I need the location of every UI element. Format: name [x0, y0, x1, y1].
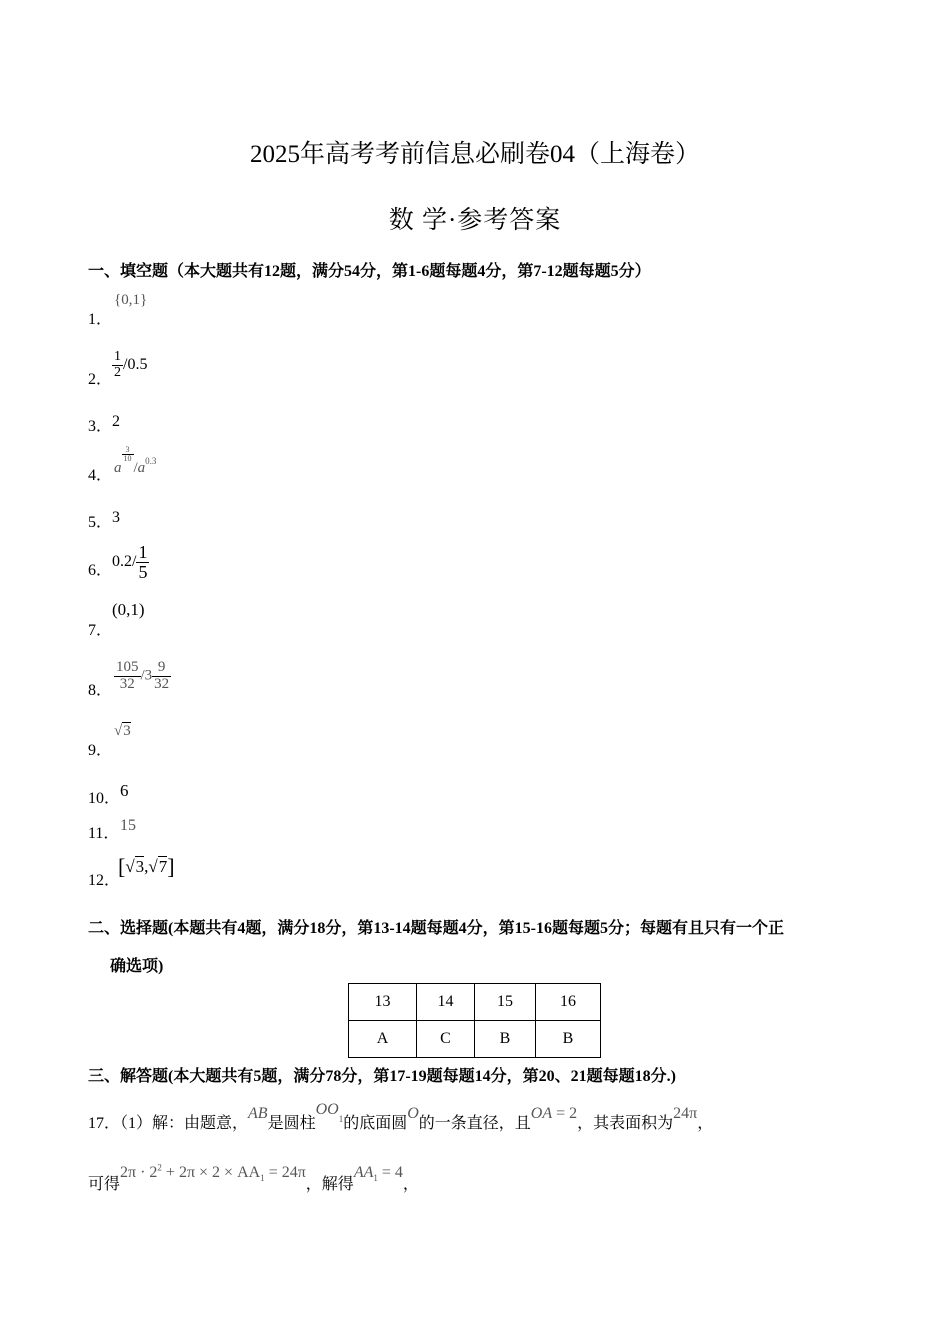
- sqrt-icon: √: [125, 857, 135, 876]
- q17-part: （1）解：由题意，: [120, 1115, 249, 1132]
- item-10-answer: 6: [120, 781, 129, 800]
- q17-eq-a-sup: 2: [157, 1162, 162, 1173]
- table-header-cell: 14: [417, 984, 475, 1021]
- q17-line1: [88, 1101, 714, 1134]
- table-header-cell: 16: [536, 984, 601, 1021]
- item-12-r2: 7: [158, 857, 168, 876]
- item-7-answer: (0,1): [112, 600, 145, 619]
- table-header-cell: 15: [475, 984, 536, 1021]
- item-12-comma: ,: [144, 857, 149, 876]
- item-4-base2: a: [137, 460, 146, 476]
- item-6-pre: 0.2/: [112, 553, 137, 571]
- item-2-answer: [112, 350, 147, 380]
- item-3-answer: 2: [112, 413, 120, 430]
- q17-eq-a: 2π · 2: [120, 1164, 158, 1181]
- section-2-heading-line2: 确选项): [110, 958, 164, 975]
- item-10-number: 10．: [88, 790, 121, 807]
- q17-t5: ，: [697, 1115, 714, 1132]
- q17-number: 17．: [88, 1115, 121, 1132]
- item-8-frac1-den: 32: [119, 675, 135, 692]
- q17-t4: ，其表面积为: [577, 1115, 674, 1132]
- item-1-answer: {0,1}: [114, 292, 148, 308]
- q17-aa1-eq: [353, 1164, 403, 1184]
- item-8-answer: [114, 660, 171, 693]
- item-6-answer: [112, 543, 149, 582]
- item-8-frac1-num: 105: [116, 659, 139, 675]
- table-answer-cell: B: [536, 1021, 601, 1058]
- q17-eq-b-sub: 1: [260, 1173, 265, 1184]
- item-4-number: 4．: [88, 467, 113, 484]
- answer-table: [348, 983, 601, 1058]
- item-4-answer: [114, 445, 157, 476]
- table-header-cell: 13: [349, 984, 417, 1021]
- item-5-answer: 3: [112, 509, 120, 526]
- answer-table-header-row: [349, 984, 601, 1021]
- item-4-exp2: 0.3: [145, 456, 157, 466]
- item-11-answer: 15: [120, 817, 136, 834]
- item-11-number: 11．: [88, 825, 120, 842]
- page-title: 2025年高考考前信息必刷卷04（上海卷）: [249, 141, 700, 168]
- page-subtitle: 数 学·参考答案: [388, 207, 562, 234]
- q17-o: O: [407, 1105, 419, 1122]
- item-3-number: 3．: [88, 418, 113, 435]
- item-6-frac-den: 5: [138, 561, 148, 582]
- q17-eq-b: + 2π × 2 × AA: [161, 1164, 261, 1181]
- q17-eq: [120, 1162, 306, 1184]
- q17-aa1-sub: 1: [373, 1173, 378, 1184]
- item-6-frac-num: 1: [138, 542, 148, 562]
- answer-table-answer-row: [349, 1021, 601, 1058]
- q17-area: 24π: [673, 1105, 698, 1122]
- q17-oo1-sub: 1: [338, 1114, 344, 1125]
- item-9-answer: [114, 723, 131, 740]
- section-1-heading: 一、填空题（本大题共有12题，满分54分，第1-6题每题4分，第7-12题每题5分）: [88, 263, 651, 280]
- q17-aa1-val: = 4: [377, 1164, 403, 1181]
- table-answer-cell: B: [475, 1021, 536, 1058]
- q17-line2-mid: ，解得: [305, 1176, 354, 1193]
- item-12-number: 12．: [88, 872, 121, 889]
- item-9-number: 9．: [88, 742, 113, 759]
- item-2-frac-den: 2: [114, 364, 121, 380]
- q17-line2-end: ，: [402, 1176, 419, 1193]
- item-8-mid: /3: [140, 667, 153, 684]
- q17-line2-pre: 可得: [88, 1176, 121, 1193]
- q17-eq-c: = 24π: [264, 1164, 306, 1181]
- item-5-number: 5．: [88, 514, 113, 531]
- item-2-frac-num: 1: [114, 349, 121, 364]
- table-answer-cell: C: [417, 1021, 475, 1058]
- q17-oo1: OO: [315, 1101, 339, 1118]
- item-4-exp-num: 3: [122, 446, 134, 455]
- section-2-heading-line1: 二、选择题(本题共有4题，满分18分，第13-14题每题4分，第15-16题每题5分；每题有且只有一个正: [88, 920, 784, 937]
- sqrt-icon: √: [114, 723, 123, 739]
- item-1-number: 1．: [88, 311, 113, 328]
- item-6-number: 6．: [88, 562, 113, 579]
- table-answer-cell: A: [349, 1021, 417, 1058]
- item-8-frac2-den: 32: [154, 675, 170, 692]
- item-7-number: 7．: [88, 622, 113, 639]
- q17-oa: OA: [530, 1105, 553, 1122]
- q17-aa1: AA: [353, 1164, 374, 1181]
- section-3-heading: 三、解答题(本大题共有5题，满分78分，第17-19题每题14分，第20、21题每题18分.): [88, 1068, 676, 1085]
- q17-t3: 的一条直径，且: [418, 1115, 531, 1132]
- item-2-rest: /0.5: [123, 355, 148, 373]
- item-12-open: [: [118, 854, 126, 879]
- q17-t1: 是圆柱: [267, 1115, 316, 1132]
- q17-t2: 的底面圆: [343, 1115, 408, 1132]
- q17-line2: [88, 1162, 419, 1195]
- item-4-sep: /: [133, 460, 138, 476]
- item-4-exp-den: 10: [123, 454, 132, 464]
- item-12-answer: [118, 852, 175, 878]
- item-9-radicand: 3: [123, 723, 131, 739]
- item-12-close: ]: [167, 854, 175, 879]
- q17-ab: AB: [248, 1105, 268, 1122]
- item-2-number: 2．: [88, 371, 113, 388]
- item-8-number: 8．: [88, 682, 113, 699]
- q17-oa-eq: = 2: [552, 1105, 578, 1122]
- item-12-r1: 3: [135, 857, 145, 876]
- item-4-base: a: [114, 460, 122, 476]
- sqrt-icon: √: [148, 857, 158, 876]
- item-8-frac2-num: 9: [152, 660, 171, 677]
